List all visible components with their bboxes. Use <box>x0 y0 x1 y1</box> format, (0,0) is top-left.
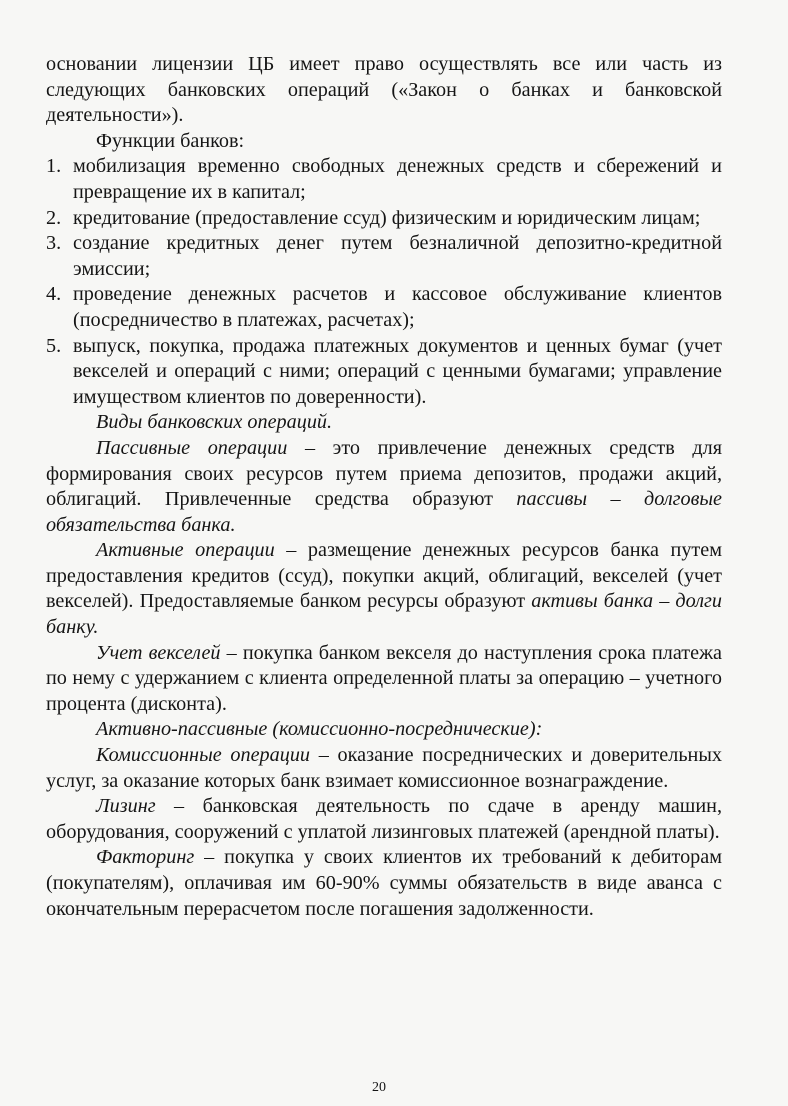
active-paragraph: Активные операции – размещение денежных ресурсов банка путем предоставления кредитов (ссуд), покупки акций, облигаций, векселей (учет векселей). Предоставляемые банком ресурсы образуют активы банка – долги банку. <box>46 539 722 639</box>
commission-term: Комиссионные операции <box>96 744 311 767</box>
leasing-term: Лизинг <box>96 795 156 818</box>
intro-paragraph: основании лицензии ЦБ имеет право осуществлять все или часть из следующих банковских операций («Закон о банках и банковской деятельности»). <box>46 53 722 127</box>
passive-term: Пассивные операции <box>96 436 288 459</box>
list-item: 4. проведение денежных расчетов и кассовое обслуживание клиентов (посредничество в платежах, расчетах); <box>46 283 722 331</box>
bills-paragraph: Учет векселей – покупка банком векселя до наступления срока платежа по нему с удержанием с клиента определенной платы за операцию – учетного процента (дисконта). <box>46 641 722 715</box>
mixed-heading: Активно-пассивные (комиссионно-посреднические): <box>96 718 543 741</box>
page-number: 20 <box>372 1080 386 1095</box>
types-heading: Виды банковских операций. <box>96 411 333 434</box>
commission-paragraph: Комиссионные операции – оказание посреднических и доверительных услуг, за оказание которых банк взимает комиссионное вознаграждение. <box>46 744 722 792</box>
passive-paragraph: Пассивные операции – это привлечение денежных средств для формирования своих ресурсов путем приема депозитов, продажи акций, облигаций. Привлеченные средства образуют пассивы – долговые обязательства банка. <box>46 436 723 536</box>
list-item: 2. кредитование (предоставление ссуд) физическим и юридическим лицам; <box>46 206 701 229</box>
factoring-term: Факторинг <box>96 846 195 869</box>
functions-list <box>46 154 722 410</box>
factoring-paragraph: Факторинг – покупка у своих клиентов их требований к дебиторам (покупателям), оплачивая им 60-90% суммы обязательств в виде аванса с окончательным перерасчетом после погашения задолженности. <box>46 846 722 920</box>
list-item: 5. выпуск, покупка, продажа платежных документов и ценных бумаг (учет векселей и операций с ними; операций с ценными бумагами; управление имуществом клиентов по доверенности). <box>46 334 722 408</box>
active-term-2: активы банка – долги банку. <box>46 590 722 639</box>
functions-heading: Функции банков: <box>96 129 245 152</box>
list-item: 1. мобилизация временно свободных денежных средств и сбережений и превращение их в капитал; <box>46 155 722 203</box>
active-term: Активные операции <box>96 539 275 562</box>
passive-term-2: пассивы – долговые обязательства банка. <box>46 488 722 536</box>
leasing-paragraph: Лизинг – банковская деятельность по сдаче в аренду машин, оборудования, сооружений с уплатой лизинговых платежей (арендной платы). <box>46 795 722 843</box>
body-text <box>46 52 722 922</box>
list-item: 3. создание кредитных денег путем безналичной депозитно-кредитной эмиссии; <box>46 232 722 280</box>
bills-term: Учет векселей <box>96 641 221 664</box>
